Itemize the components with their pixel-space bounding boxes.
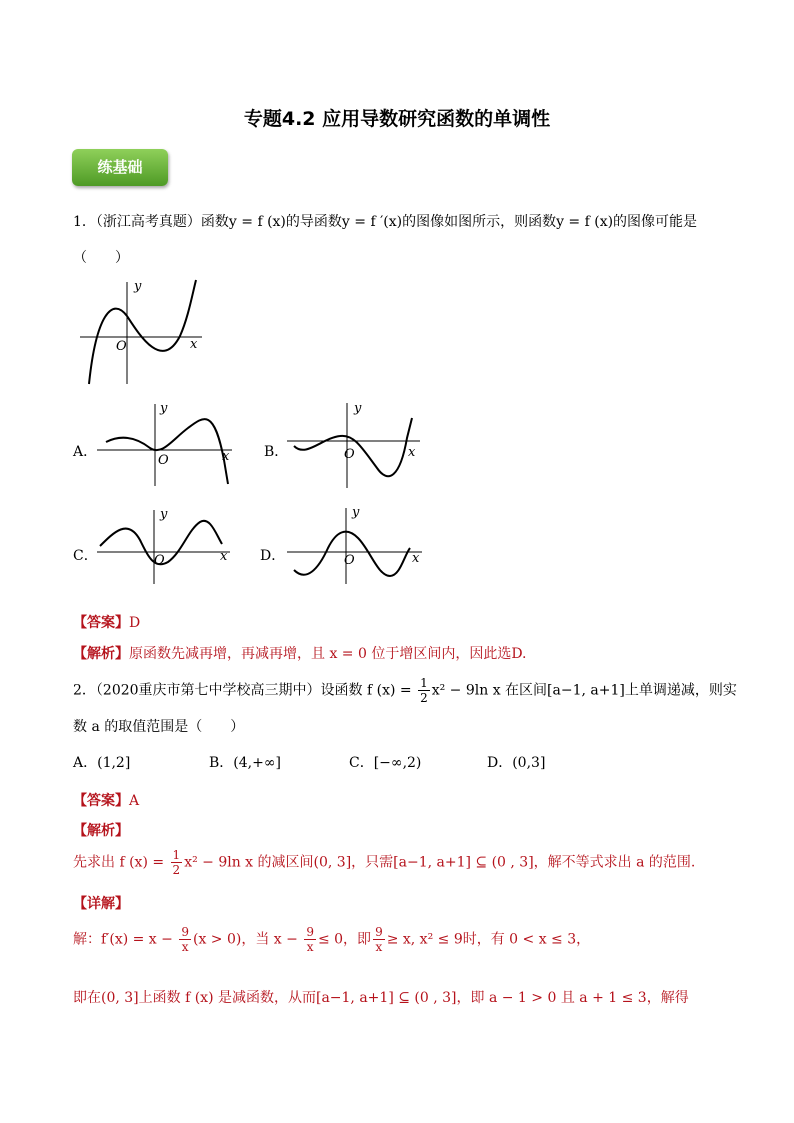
q2-stem-suffix: x² − 9ln x 在区间[a−1, a+1]上单调递减，则实: [431, 682, 737, 699]
detail-part-c: ≤ 0，即: [317, 931, 372, 948]
origin-label: O: [116, 339, 127, 354]
page-title: 专题4.2 应用导数研究函数的单调性: [243, 108, 551, 130]
q2-stem-prefix: 2．（2020重庆市第七中学校高三期中）设函数 f (x) =: [73, 682, 417, 699]
q2-answer-row: [73, 790, 139, 810]
q1-bracket: （ ）: [73, 250, 129, 266]
q2-analysis-text: [73, 848, 695, 877]
origin-label: O: [154, 553, 165, 568]
q2-stem-line2: 数 a 的取值范围是（ ）: [73, 719, 245, 735]
fraction-numerator: 1: [420, 676, 428, 690]
fraction: [179, 925, 191, 954]
axis-x-label: x: [408, 445, 416, 460]
origin-label: O: [344, 553, 355, 568]
axis-y-label: y: [160, 401, 168, 416]
fraction-denominator: x: [375, 940, 383, 954]
option-a-curve: [106, 419, 228, 484]
answer-tag: 【答案】: [73, 793, 129, 809]
analysis-suffix: x² − 9ln x 的减区间(0, 3]，只需[a−1, a+1] ⊆ (0 , 3]，解不等式求出 a 的范围.: [184, 854, 696, 871]
option-b-graph: [282, 398, 432, 494]
fraction-numerator: 9: [375, 925, 383, 939]
fraction-numerator: 9: [181, 925, 189, 939]
detail-part-d: ≥ x, x² ≤ 9时，有 0 < x ≤ 3，: [386, 931, 591, 948]
q2-stem-line1: [73, 676, 737, 705]
fraction-numerator: 9: [306, 925, 314, 939]
fraction-denominator: x: [306, 940, 314, 954]
axis-x-label: x: [222, 449, 230, 464]
answer-value: A: [129, 793, 140, 809]
analysis-tag: 【解析】: [73, 646, 129, 662]
fraction: [304, 925, 316, 954]
axis-y-label: y: [354, 401, 362, 416]
fraction-denominator: 2: [420, 691, 428, 705]
origin-label: O: [344, 447, 355, 462]
q2-detail-tag: 【详解】: [73, 896, 129, 912]
option-c-label: C．: [73, 548, 98, 564]
axis-x-label: x: [220, 549, 228, 564]
option-a-label: A．: [73, 444, 98, 460]
origin-label: O: [158, 453, 169, 468]
fraction-numerator: 1: [172, 848, 181, 862]
section-badge: 练基础: [72, 149, 168, 186]
analysis-prefix: 先求出 f (x) =: [73, 854, 169, 871]
answer-value: D: [129, 615, 141, 631]
fraction-denominator: 2: [172, 863, 181, 877]
option-c-graph: [92, 506, 237, 586]
q2-choice-c: C．[−∞,2): [349, 755, 422, 771]
analysis-text: 原函数先减再增，再减再增，且 x = 0 位于增区间内，因此选D.: [129, 646, 527, 662]
derivative-curve: [89, 280, 196, 384]
axis-x-label: x: [190, 337, 198, 352]
fraction: [171, 848, 183, 877]
axis-x-label: x: [412, 551, 420, 566]
axis-y-label: y: [134, 279, 142, 294]
fraction: [418, 676, 430, 705]
axis-y-label: y: [352, 505, 360, 520]
detail-part-b: (x > 0)，当 x −: [192, 931, 303, 948]
q1-stem: 1．（浙江高考真题）函数y = f (x)的导函数y = f ′(x)的图像如图所示，则函数y = f (x)的图像可能是: [73, 214, 698, 230]
option-b-label: B．: [264, 444, 289, 460]
axis-y-label: y: [160, 507, 168, 522]
q1-analysis-row: [73, 643, 527, 663]
q1-answer-row: [73, 612, 140, 632]
option-d-label: D．: [260, 548, 286, 564]
answer-tag: 【答案】: [73, 615, 129, 631]
fraction-denominator: x: [181, 940, 189, 954]
q2-detail-line2: 即在(0, 3]上函数 f (x) 是减函数，从而[a−1, a+1] ⊆ (0 , 3]，即 a − 1 > 0 且 a + 1 ≤ 3，解得: [73, 990, 689, 1006]
q2-analysis-tag: 【解析】: [73, 823, 129, 839]
option-a-graph: [92, 398, 237, 490]
detail-part-a: 解：f′(x) = x −: [73, 931, 178, 948]
q2-choice-b: B．(4,+∞]: [209, 755, 281, 771]
option-d-graph: [282, 504, 432, 588]
derivative-graph: [72, 276, 212, 388]
q2-choice-a: A．(1,2]: [73, 755, 131, 771]
fraction: [373, 925, 385, 954]
q2-choice-d: D．(0,3]: [487, 755, 546, 771]
q2-detail-line1: [73, 925, 590, 954]
